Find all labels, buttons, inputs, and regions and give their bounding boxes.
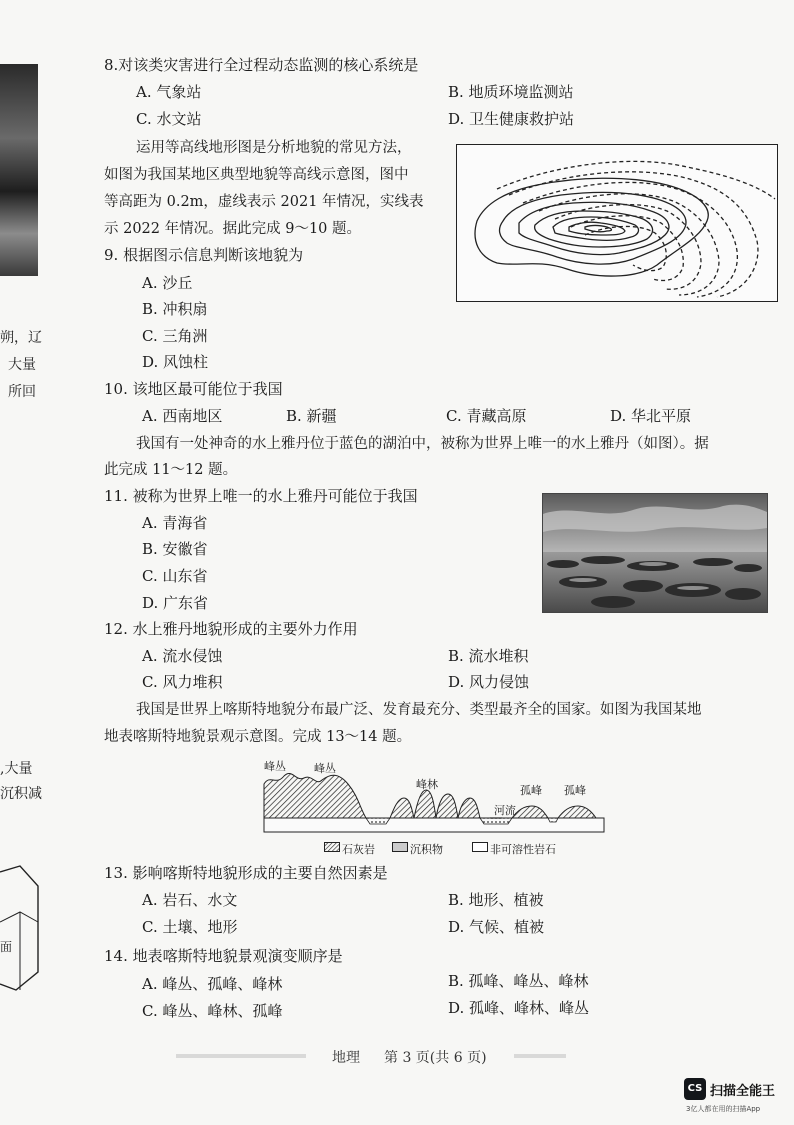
footer-page-number: 第 3 页(共 6 页) bbox=[384, 1050, 487, 1066]
water-yardang-photo bbox=[542, 493, 768, 613]
label-fenglin: 峰林 bbox=[416, 778, 438, 791]
legend-limestone: 石灰岩 bbox=[342, 843, 375, 856]
question-8-option-d[interactable]: D. 卫生健康救护站 bbox=[448, 110, 575, 128]
label-gufeng-1: 孤峰 bbox=[520, 784, 542, 797]
intro-13-14-line-1: 我国是世界上喀斯特地貌分布最广泛、发育最充分、类型最齐全的国家。如图为我国某地 bbox=[136, 702, 702, 718]
scanner-brand: 扫描全能王 bbox=[710, 1084, 776, 1099]
question-12-option-b[interactable]: B. 流水堆积 bbox=[448, 647, 529, 665]
question-11-option-b[interactable]: B. 安徽省 bbox=[142, 540, 208, 558]
question-10-option-a[interactable]: A. 西南地区 bbox=[142, 407, 223, 425]
question-12-option-d[interactable]: D. 风力侵蚀 bbox=[448, 673, 530, 691]
intro-11-12-line-1: 我国有一处神奇的水上雅丹位于蓝色的湖泊中，被称为世界上唯一的水上雅丹（如图）。据 bbox=[136, 436, 709, 452]
edge-text-1: 朔，辽 bbox=[0, 330, 42, 346]
intro-9-10-line-3: 等高距为 0.2m，虚线表示 2021 年情况，实线表 bbox=[104, 194, 424, 210]
karst-figure bbox=[262, 758, 612, 856]
question-13-option-a[interactable]: A. 岩石、水文 bbox=[142, 891, 238, 909]
intro-9-10-line-4: 示 2022 年情况。据此完成 9～10 题。 bbox=[104, 221, 362, 237]
edge-text-6: 面 bbox=[0, 940, 13, 954]
question-9-stem: 9. 根据图示信息判断该地貌为 bbox=[104, 246, 304, 264]
question-12-stem: 12. 水上雅丹地貌形成的主要外力作用 bbox=[104, 620, 358, 638]
question-9-option-c[interactable]: C. 三角洲 bbox=[142, 327, 208, 345]
scanner-logo-icon: CS bbox=[684, 1078, 706, 1100]
question-12-option-a[interactable]: A. 流水侵蚀 bbox=[142, 647, 223, 665]
edge-text-3: 所回 bbox=[8, 384, 36, 400]
footer-subject: 地理 bbox=[332, 1050, 360, 1066]
legend-sediment: 沉积物 bbox=[410, 843, 443, 856]
intro-13-14-line-2: 地表喀斯特地貌景观示意图。完成 13～14 题。 bbox=[104, 729, 412, 745]
legend-swatch-limestone bbox=[324, 842, 340, 852]
contour-map-figure bbox=[456, 144, 778, 302]
intro-11-12-line-2: 此完成 11～12 题。 bbox=[104, 462, 238, 478]
question-14-option-b[interactable]: B. 孤峰、峰丛、峰林 bbox=[448, 972, 589, 990]
question-11-option-d[interactable]: D. 广东省 bbox=[142, 594, 209, 612]
question-8-option-c[interactable]: C. 水文站 bbox=[136, 110, 202, 128]
question-9-option-a[interactable]: A. 沙丘 bbox=[142, 274, 193, 292]
label-fengcong-2: 峰丛 bbox=[314, 762, 336, 775]
intro-9-10-line-1: 运用等高线地形图是分析地貌的常见方法， bbox=[136, 140, 412, 156]
question-8-option-a[interactable]: A. 气象站 bbox=[136, 83, 202, 101]
edge-text-5: 沉积减 bbox=[0, 786, 42, 802]
edge-box-diagram bbox=[0, 862, 46, 1002]
question-13-option-c[interactable]: C. 土壤、地形 bbox=[142, 918, 238, 936]
question-9-option-b[interactable]: B. 冲积扇 bbox=[142, 300, 208, 318]
question-10-option-b[interactable]: B. 新疆 bbox=[286, 407, 337, 425]
question-14-option-d[interactable]: D. 孤峰、峰林、峰丛 bbox=[448, 999, 590, 1017]
legend-swatch-sediment bbox=[392, 842, 408, 852]
edge-text-4: ,大量 bbox=[0, 761, 33, 777]
question-8-stem: 8.对该类灾害进行全过程动态监测的核心系统是 bbox=[104, 56, 419, 74]
question-14-option-c[interactable]: C. 峰丛、峰林、孤峰 bbox=[142, 1002, 283, 1020]
question-13-option-d[interactable]: D. 气候、植被 bbox=[448, 918, 545, 936]
question-8-option-b[interactable]: B. 地质环境监测站 bbox=[448, 83, 574, 101]
legend-insoluble: 非可溶性岩石 bbox=[490, 843, 556, 856]
question-14-option-a[interactable]: A. 峰丛、孤峰、峰林 bbox=[142, 975, 283, 993]
footer-blur-right bbox=[514, 1054, 566, 1058]
label-gufeng-2: 孤峰 bbox=[564, 784, 586, 797]
question-11-option-a[interactable]: A. 青海省 bbox=[142, 514, 208, 532]
question-11-option-c[interactable]: C. 山东省 bbox=[142, 567, 208, 585]
legend-swatch-insoluble bbox=[472, 842, 488, 852]
question-13-stem: 13. 影响喀斯特地貌形成的主要自然因素是 bbox=[104, 864, 388, 882]
footer-blur-left bbox=[176, 1054, 306, 1058]
question-10-option-d[interactable]: D. 华北平原 bbox=[610, 407, 692, 425]
scanner-tagline: 3亿人都在用的扫描App bbox=[686, 1105, 761, 1113]
label-fengcong-1: 峰丛 bbox=[264, 760, 286, 773]
edge-text-2: 大量 bbox=[8, 357, 36, 373]
question-10-option-c[interactable]: C. 青藏高原 bbox=[446, 407, 527, 425]
question-9-option-d[interactable]: D. 风蚀柱 bbox=[142, 353, 209, 371]
question-13-option-b[interactable]: B. 地形、植被 bbox=[448, 891, 544, 909]
intro-9-10-line-2: 如图为我国某地区典型地貌等高线示意图，图中 bbox=[104, 167, 409, 183]
label-river: 河流 bbox=[494, 804, 516, 817]
question-12-option-c[interactable]: C. 风力堆积 bbox=[142, 673, 223, 691]
question-10-stem: 10. 该地区最可能位于我国 bbox=[104, 380, 283, 398]
edge-photo bbox=[0, 64, 38, 276]
question-14-stem: 14. 地表喀斯特地貌景观演变顺序是 bbox=[104, 947, 343, 965]
question-11-stem: 11. 被称为世界上唯一的水上雅丹可能位于我国 bbox=[104, 487, 418, 505]
